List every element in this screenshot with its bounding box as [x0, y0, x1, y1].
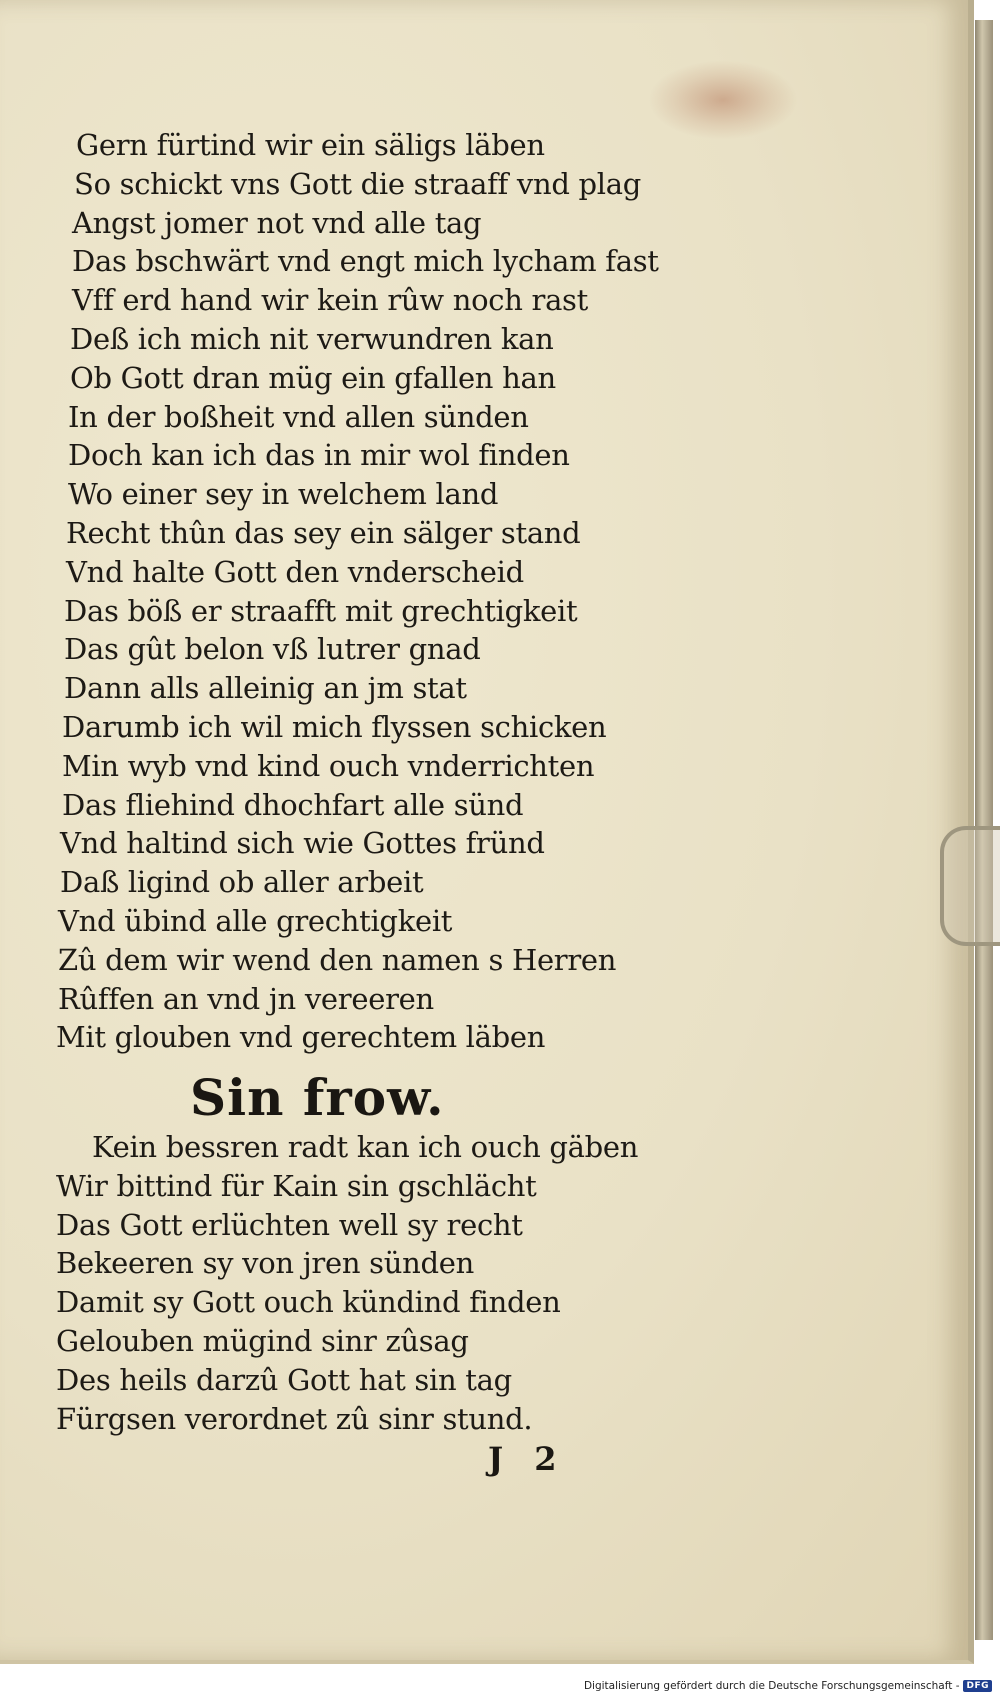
verse-line: Dann alls alleinig an jm stat [64, 671, 467, 706]
verse-line: Doch kan ich das in mir wol finden [68, 438, 570, 473]
footer-credit [584, 1677, 992, 1695]
verse-line: Vnd übind alle grechtigkeit [58, 903, 453, 938]
verse-line: Deß ich mich nit verwundren kan [70, 321, 554, 356]
verse-line: Mit glouben vnd gerechtem läben [56, 1020, 546, 1055]
verse-line: Wir bittind für Kain sin gschlächt [56, 1168, 537, 1203]
signature-mark: J 2 [488, 1440, 567, 1478]
dfg-logo: DFG [963, 1680, 992, 1692]
verse-line: Recht thûn das sey ein sälger stand [66, 515, 581, 550]
verse-line: Das fliehind dhochfart alle sünd [62, 787, 524, 822]
verse-line: Angst jomer not vnd alle tag [72, 205, 482, 240]
verse-line: Min wyb vnd kind ouch vnderrichten [62, 748, 595, 783]
verse-line: Das Gott erlüchten well sy recht [56, 1207, 523, 1242]
verse-line: Vnd halte Gott den vnderscheid [66, 554, 524, 589]
verse-line: Ob Gott dran müg ein gfallen han [70, 360, 556, 395]
verse-stanza-1 [56, 126, 716, 1057]
verse-stanza-2 [56, 1128, 716, 1438]
verse-line: Das gût belon vß lutrer gnad [64, 632, 481, 667]
verse-line: So schickt vns Gott die straaff vnd plag [74, 166, 642, 201]
verse-line: Das böß er straafft mit grechtigkeit [64, 593, 578, 628]
verse-line: Daß ligind ob aller arbeit [60, 865, 424, 900]
verse-line: Das bschwärt vnd engt mich lycham fast [72, 244, 659, 279]
verse-line: Gern fürtind wir ein säligs läben [76, 128, 545, 162]
verse-line: Bekeeren sy von jren sünden [56, 1246, 474, 1281]
verse-line: In der boßheit vnd allen sünden [68, 399, 529, 434]
verse-line: Des heils darzû Gott hat sin tag [56, 1362, 512, 1397]
verse-line: Kein bessren radt kan ich ouch gäben [92, 1130, 639, 1164]
verse-line: Damit sy Gott ouch kündind finden [56, 1285, 561, 1320]
section-heading: Sin frow. [190, 1068, 445, 1127]
book-clasp [940, 826, 1000, 946]
verse-line: Rûffen an vnd jn vereeren [58, 981, 434, 1016]
verse-line: Gelouben mügind sinr zûsag [56, 1323, 469, 1358]
verse-line: Wo einer sey in welchem land [68, 477, 499, 512]
verse-line: Zû dem wir wend den namen s Herren [58, 942, 617, 977]
verse-line: Vnd haltind sich wie Gottes fründ [60, 826, 545, 861]
footer-credit-text: Digitalisierung gefördert durch die Deutsche Forschungsgemeinschaft - [583, 1680, 960, 1692]
verse-line: Darumb ich wil mich flyssen schicken [62, 709, 607, 744]
verse-line: Vff erd hand wir kein rûw noch rast [72, 283, 588, 318]
verse-line: Fürgsen verordnet zû sinr stund. [56, 1401, 533, 1436]
